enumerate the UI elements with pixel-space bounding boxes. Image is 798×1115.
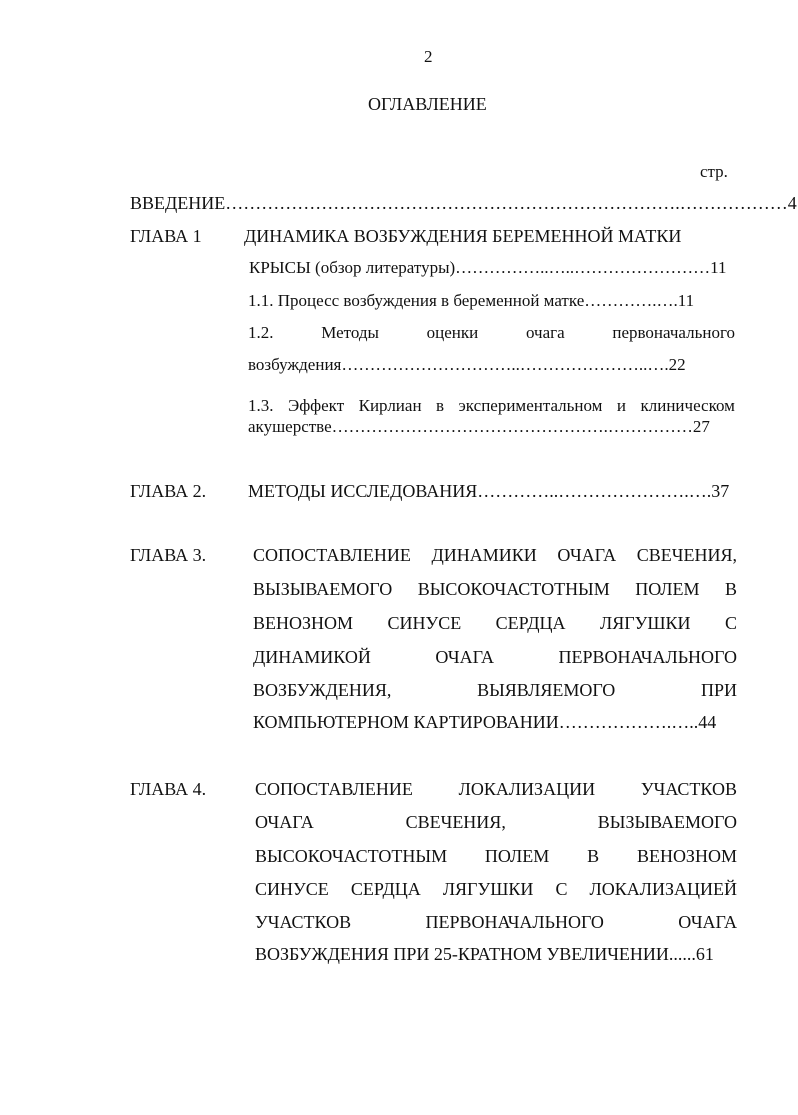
word: ЛОКАЛИЗАЦИЕЙ: [589, 879, 737, 899]
word: С: [555, 879, 568, 899]
word: 1.2.: [248, 323, 274, 342]
chapter-1-title-line-2[interactable]: КРЫСЫ (обзор литературы)……………..…..……………………11: [249, 258, 727, 277]
toc-entry-section-1-2-line-2[interactable]: возбуждения…………………………..…………………..….22: [248, 355, 686, 374]
toc-entry-section-1-1[interactable]: 1.1. Процесс возбуждения в беременной матке………….….11: [248, 291, 695, 310]
toc-entry-section-1-3-line-1[interactable]: [248, 397, 735, 414]
word: 1.3.: [248, 396, 274, 415]
word: ВЫЯВЛЯЕМОГО: [477, 680, 616, 700]
word: оценки: [426, 323, 479, 342]
chapter-3-title-line-6[interactable]: КОМПЬЮТЕРНОМ КАРТИРОВАНИИ……………….…..44: [253, 712, 717, 732]
word: и: [616, 396, 627, 415]
chapter-2-label: ГЛАВА 2.: [130, 481, 207, 501]
word: СВЕЧЕНИЯ,: [636, 545, 737, 565]
chapter-4-title-line-6[interactable]: ВОЗБУЖДЕНИЯ ПРИ 25-КРАТНОМ УВЕЛИЧЕНИИ......61: [255, 944, 714, 964]
chapter-3-title-line-4[interactable]: [253, 648, 737, 666]
chapter-4-title-line-1[interactable]: [255, 780, 737, 798]
word: Кирлиан: [358, 396, 422, 415]
toc-entry-chapter-2[interactable]: МЕТОДЫ ИССЛЕДОВАНИЯ…………..………………….….37: [248, 481, 730, 501]
word: С: [724, 613, 737, 633]
word: ВЫЗЫВАЕМОГО: [597, 812, 737, 832]
chapter-3-label: ГЛАВА 3.: [130, 545, 207, 565]
word: в: [436, 396, 445, 415]
chapter-4-title-line-2[interactable]: [255, 813, 737, 831]
word: ПОЛЕМ: [484, 846, 550, 866]
word: СВЕЧЕНИЯ,: [405, 812, 506, 832]
word: ВОЗБУЖДЕНИЯ,: [253, 680, 392, 700]
page-column-label: стр.: [700, 162, 728, 181]
word: ОЧАГА: [557, 545, 617, 565]
word: очага: [525, 323, 565, 342]
word: В: [587, 846, 600, 866]
word: ВЫСОКОЧАСТОТНЫМ: [417, 579, 610, 599]
word: ДИНАМИКОЙ: [253, 647, 371, 667]
word: УЧАСТКОВ: [255, 912, 352, 932]
chapter-3-title-line-5[interactable]: [253, 681, 737, 699]
word: ПОЛЕМ: [635, 579, 700, 599]
word: ВЕНОЗНОМ: [253, 613, 354, 633]
chapter-3-title-line-2[interactable]: [253, 580, 737, 598]
word: СИНУСЕ: [255, 879, 329, 899]
toc-entry-section-1-2-line-1[interactable]: [248, 324, 735, 341]
word: Эффект: [287, 396, 345, 415]
chapter-1-label: ГЛАВА 1: [130, 226, 202, 246]
chapter-1-title-line-1[interactable]: ДИНАМИКА ВОЗБУЖДЕНИЯ БЕРЕМЕННОЙ МАТКИ: [244, 226, 682, 246]
word: ВЫСОКОЧАСТОТНЫМ: [255, 846, 448, 866]
word: ОЧАГА: [435, 647, 495, 667]
word: ВЕНОЗНОМ: [636, 846, 737, 866]
word: ЛЯГУШКИ: [442, 879, 534, 899]
word: В: [724, 579, 737, 599]
word: первоначального: [612, 323, 735, 342]
chapter-4-label: ГЛАВА 4.: [130, 779, 207, 799]
word: СЕРДЦА: [350, 879, 421, 899]
word: ДИНАМИКИ: [431, 545, 537, 565]
chapter-4-title-line-5[interactable]: [255, 913, 737, 931]
word: ЛОКАЛИЗАЦИИ: [458, 779, 596, 799]
word: ОЧАГА: [678, 912, 737, 932]
word: ПРИ: [700, 680, 737, 700]
word: СОПОСТАВЛЕНИЕ: [255, 779, 413, 799]
word: ПЕРВОНАЧАЛЬНОГО: [425, 912, 604, 932]
page-title: ОГЛАВЛЕНИЕ: [368, 94, 487, 114]
word: УЧАСТКОВ: [640, 779, 737, 799]
word: клиническом: [640, 396, 735, 415]
chapter-4-title-line-4[interactable]: [255, 880, 737, 898]
word: СЕРДЦА: [495, 613, 566, 633]
word: ОЧАГА: [255, 812, 314, 832]
page-number: 2: [424, 47, 433, 66]
word: экспериментальном: [458, 396, 603, 415]
word: ЛЯГУШКИ: [599, 613, 691, 633]
word: Методы: [321, 323, 379, 342]
word: ВЫЗЫВАЕМОГО: [253, 579, 393, 599]
chapter-4-title-line-3[interactable]: [255, 847, 737, 865]
chapter-3-title-line-3[interactable]: [253, 614, 737, 632]
word: ПЕРВОНАЧАЛЬНОГО: [558, 647, 737, 667]
toc-entry-section-1-3-line-2[interactable]: акушерстве………………………………………….……………27: [248, 417, 710, 436]
toc-entry-introduction[interactable]: ВВЕДЕНИЕ………………………………………………………………….………………4: [130, 193, 797, 213]
chapter-3-title-line-1[interactable]: [253, 546, 737, 564]
word: СОПОСТАВЛЕНИЕ: [253, 545, 411, 565]
word: СИНУСЕ: [387, 613, 462, 633]
